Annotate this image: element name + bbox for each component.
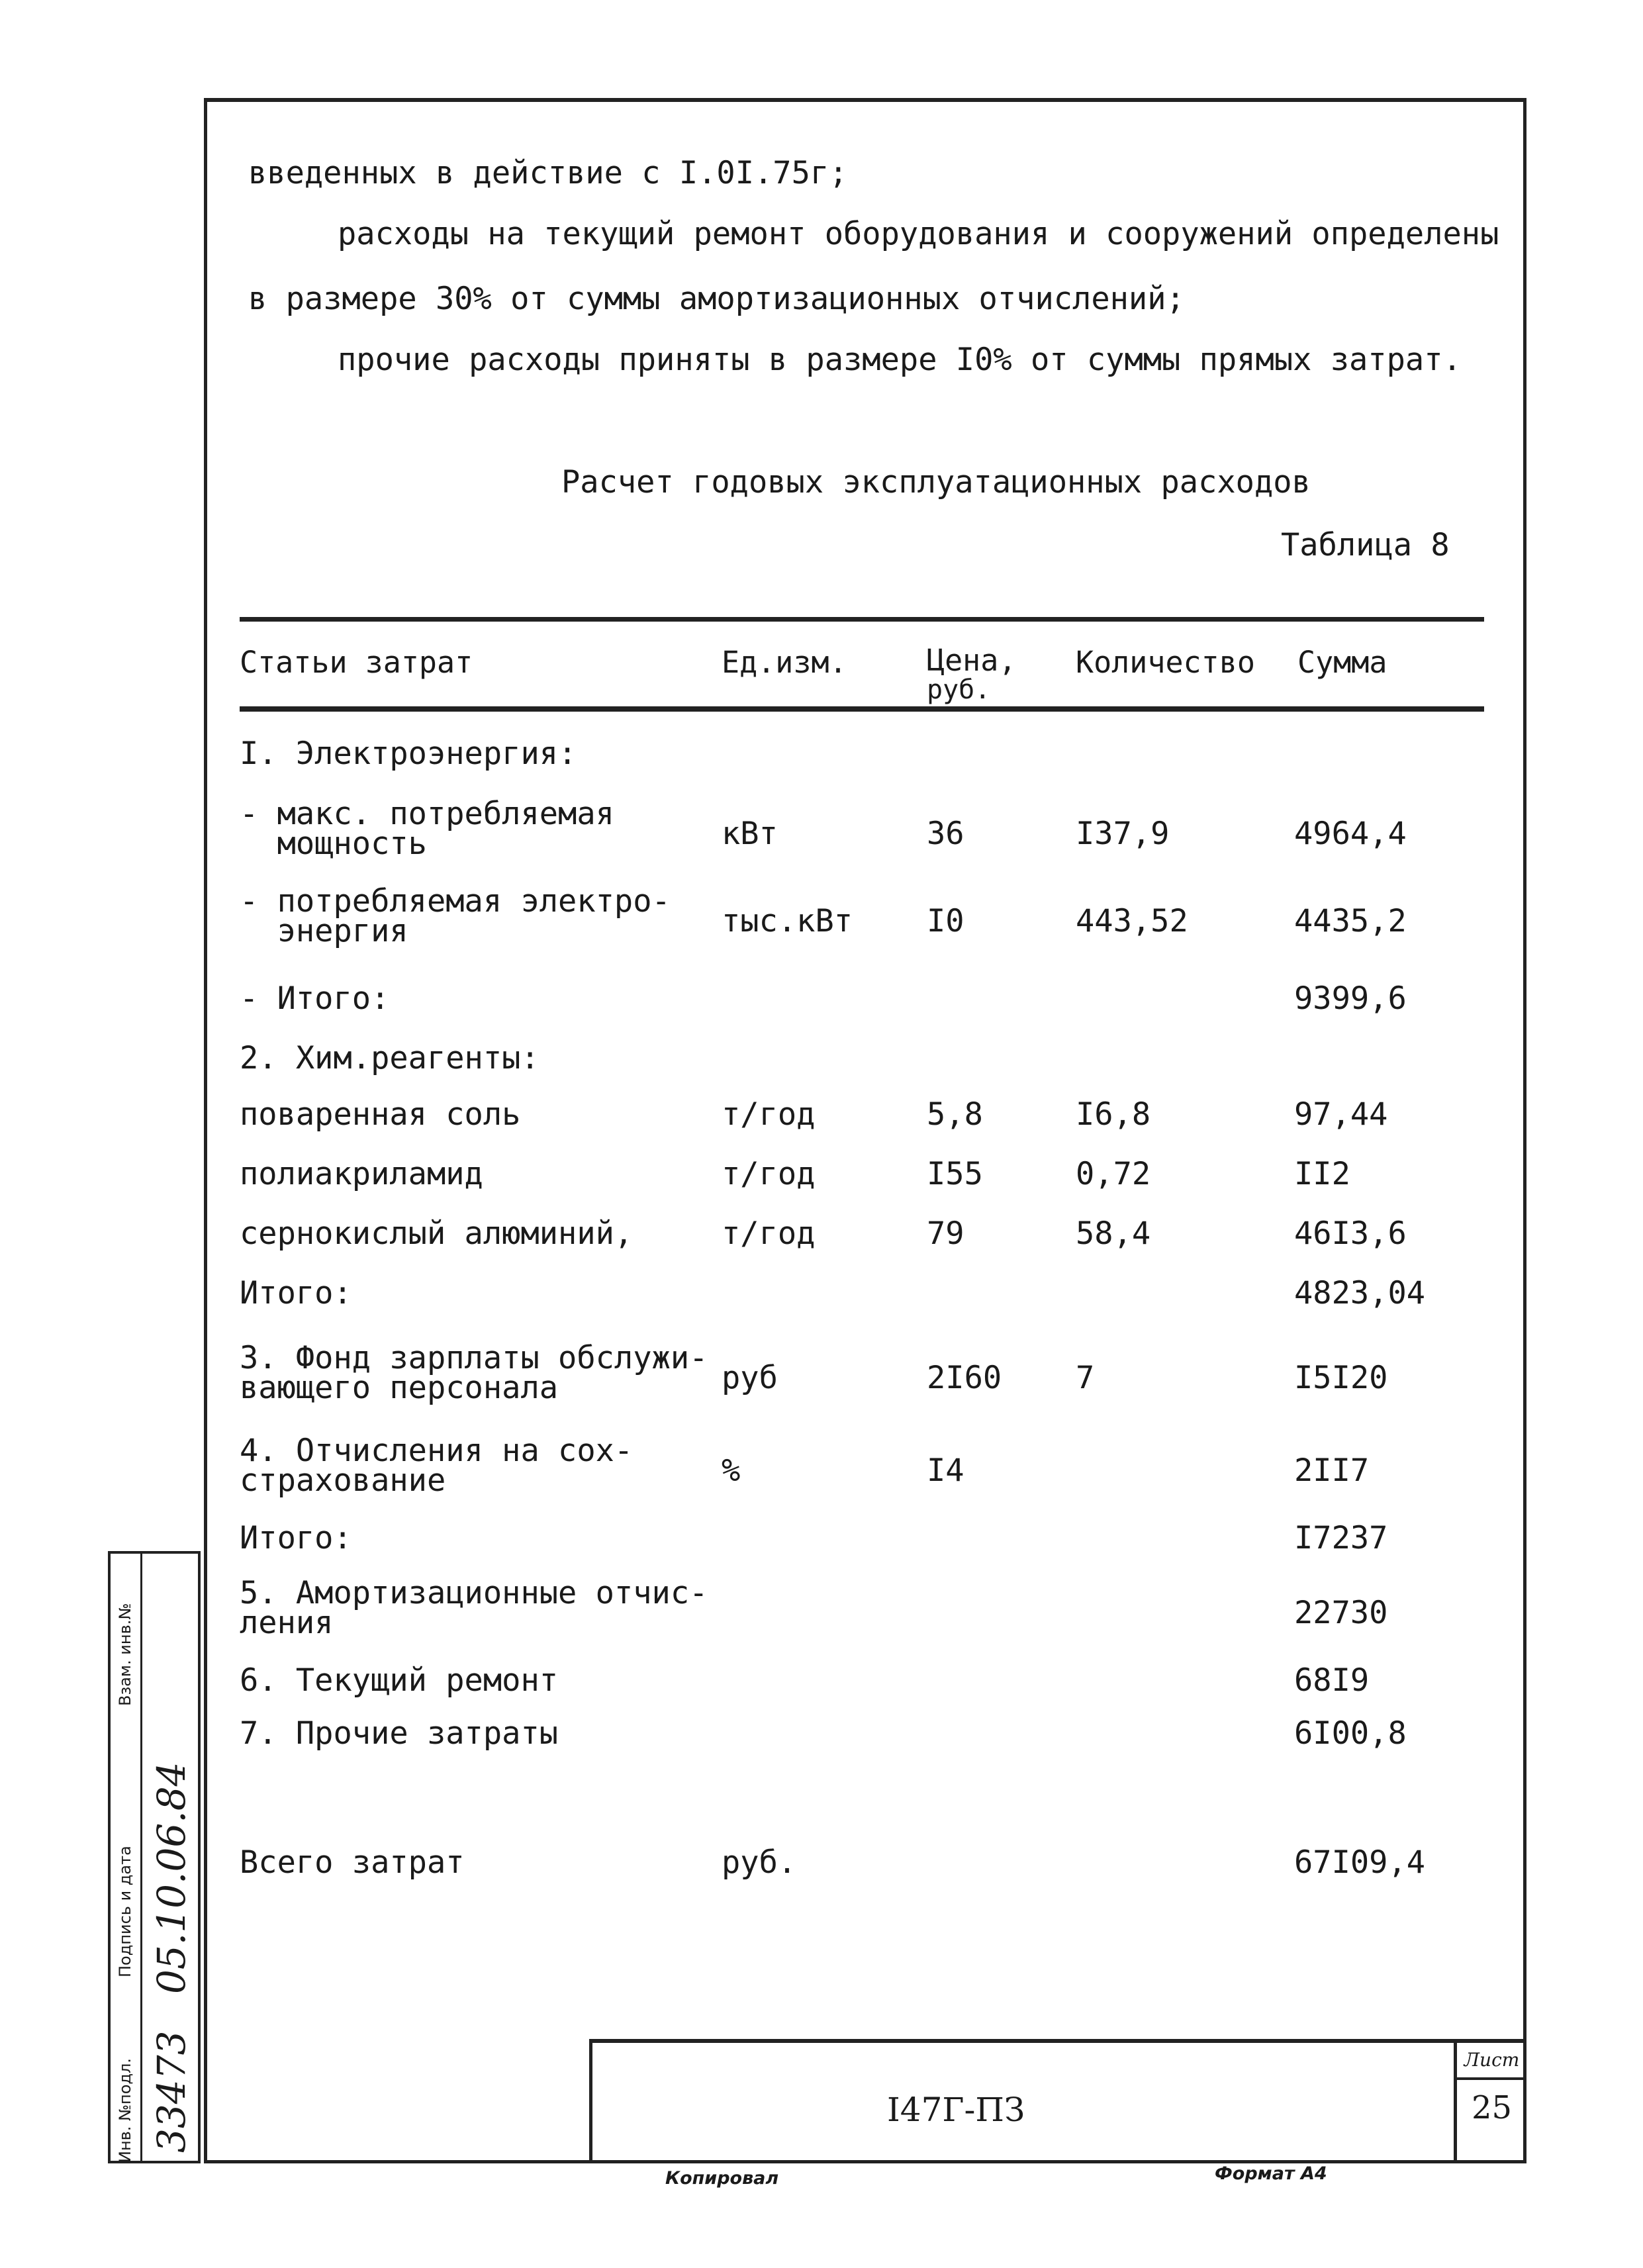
row-unit: т/год (722, 1156, 816, 1192)
row-sum: I7237 (1294, 1520, 1388, 1556)
row-name: Всего затрат (240, 1844, 465, 1881)
row-name: - Итого: (240, 980, 390, 1017)
row-sum: 97,44 (1294, 1096, 1388, 1133)
intro-text-line-2: расходы на текущий ремонт оборудования и сооружений определены (338, 216, 1499, 252)
header-price-unit: руб. (927, 675, 991, 705)
sheet-label: Лист (1457, 2043, 1526, 2080)
row-quantity: 443,52 (1076, 903, 1188, 939)
stamp-label-signature: Подпись и дата (116, 1846, 134, 1977)
table-number: Таблица 8 (1281, 527, 1450, 563)
row-price: 36 (927, 816, 964, 852)
row-quantity: 0,72 (1076, 1156, 1151, 1192)
row-price: I55 (927, 1156, 983, 1192)
header-price: Цена, (927, 643, 1017, 678)
row-name: - потребляемая электро- энергия (240, 883, 671, 949)
stamp-handwritten-date: 05.10.06.84 (149, 1762, 194, 1994)
stamp-handwritten-number: 33473 (149, 2030, 194, 2153)
row-sum: 67I09,4 (1294, 1844, 1426, 1881)
row-unit: % (722, 1452, 741, 1489)
row-quantity: 7 (1076, 1360, 1095, 1396)
row-price: 2I60 (927, 1360, 1002, 1396)
stamp-label-replace: Взам. инв.№ (116, 1603, 134, 1706)
row-name: поваренная соль (240, 1096, 521, 1133)
row-sum: 4964,4 (1294, 816, 1407, 852)
intro-text-line-4: прочие расходы приняты в размере I0% от суммы прямых затрат. (338, 342, 1462, 378)
row-quantity: I37,9 (1076, 816, 1170, 852)
header-unit: Ед.изм. (722, 645, 847, 680)
row-unit: руб. (722, 1844, 797, 1881)
row-name: 4. Отчисления на сох- страхование (240, 1433, 634, 1499)
table-top-rule (240, 617, 1484, 622)
header-sum: Сумма (1297, 645, 1387, 680)
row-price: 79 (927, 1215, 964, 1252)
row-name: - макс. потребляемая мощность (240, 796, 614, 862)
row-sum: 2II7 (1294, 1452, 1370, 1489)
row-price: I0 (927, 903, 964, 939)
intro-text-line-3: в размере 30% от суммы амортизационных отчислений; (248, 281, 1185, 317)
row-sum: 46I3,6 (1294, 1215, 1407, 1252)
row-sum: I5I20 (1294, 1360, 1388, 1396)
row-name: 6. Текущий ремонт (240, 1662, 559, 1699)
header-quantity: Количество (1076, 645, 1255, 680)
row-sum: 68I9 (1294, 1662, 1370, 1699)
row-unit: кВт (722, 816, 778, 852)
row-name: Итого: (240, 1275, 352, 1311)
footer-copied: Копировал (665, 2168, 779, 2189)
row-sum: 22730 (1294, 1595, 1388, 1631)
row-price: 5,8 (927, 1096, 983, 1133)
title-block (589, 2039, 1526, 2163)
row-name: 5. Амортизационные отчис- ления (240, 1575, 708, 1641)
row-name: сернокислый алюминий, (240, 1215, 634, 1252)
row-quantity: I6,8 (1076, 1096, 1151, 1133)
row-sum: 9399,6 (1294, 980, 1407, 1017)
row-sum: II2 (1294, 1156, 1350, 1192)
row-sum: 6I00,8 (1294, 1715, 1407, 1752)
row-sum: 4823,04 (1294, 1275, 1426, 1311)
intro-text-line-1: введенных в действие с I.0I.75г; (248, 155, 848, 191)
left-margin-stamp (108, 1551, 201, 2163)
row-name: Итого: (240, 1520, 352, 1556)
row-name: 3. Фонд зарплаты обслужи- вающего персонала (240, 1340, 708, 1406)
row-quantity: 58,4 (1076, 1215, 1151, 1252)
row-unit: т/год (722, 1215, 816, 1252)
row-sum: 4435,2 (1294, 903, 1407, 939)
row-name: 2. Хим.реагенты: (240, 1040, 540, 1076)
table-caption: Расчет годовых эксплуатационных расходов (561, 464, 1311, 500)
header-cost-items: Статьи затрат (240, 645, 473, 680)
footer-format: Формат А4 (1215, 2163, 1327, 2184)
row-name: 7. Прочие затраты (240, 1715, 559, 1752)
row-unit: т/год (722, 1096, 816, 1133)
sheet-number: 25 (1471, 2089, 1513, 2126)
row-unit: тыс.кВт (722, 903, 853, 939)
sheet-cell (1454, 2043, 1526, 2163)
table-header-rule (240, 706, 1484, 712)
row-name: I. Электроэнергия: (240, 735, 577, 772)
row-price: I4 (927, 1452, 964, 1489)
row-name: полиакриламид (240, 1156, 483, 1192)
row-unit: руб (722, 1360, 778, 1396)
stamp-label-inventory: Инв. №подл. (116, 2058, 134, 2163)
document-code: I47Г-ПЗ (887, 2091, 1025, 2129)
